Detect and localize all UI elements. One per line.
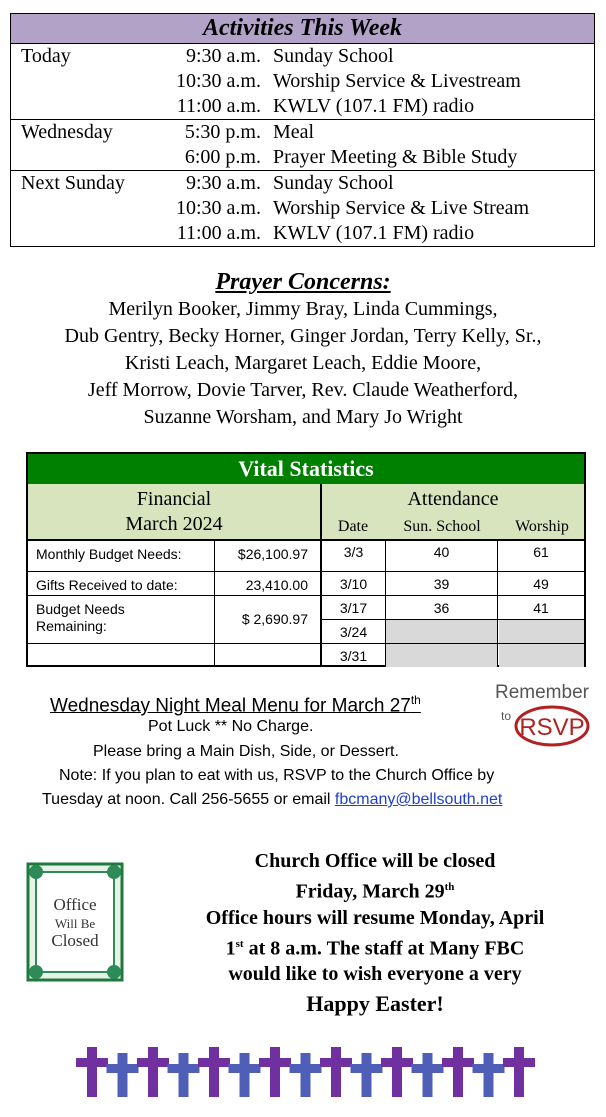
attendance-date: 3/24 (339, 624, 368, 640)
rsvp-word: RSVP (519, 714, 585, 741)
activity-time: 10:30 a.m. (176, 70, 261, 92)
office-line (160, 874, 590, 905)
activity-time: 5:30 p.m. (184, 121, 261, 143)
prayer-title: Prayer Concerns: (215, 269, 391, 295)
office-line-text: 1 (225, 937, 236, 960)
attendance-header (322, 484, 584, 539)
office-line: Office hours will resume Monday, April (205, 906, 545, 929)
cross-icon (503, 1047, 535, 1097)
activity-group (11, 44, 595, 120)
office-line: would like to wish everyone a very (228, 963, 522, 986)
cross-icon (320, 1047, 352, 1097)
prayer-concerns (0, 268, 606, 431)
attendance-title: Attendance (407, 488, 499, 510)
badge-flourish (107, 965, 121, 979)
email-link[interactable]: fbcmany@bellsouth.net (334, 791, 503, 808)
meal-title (50, 688, 421, 718)
attendance-worship: 49 (533, 576, 549, 592)
prayer-line: Dub Gentry, Becky Horner, Ginger Jordan, Terry Kelly, Sr., (64, 325, 542, 347)
meal-title-sup: th (410, 693, 421, 707)
empty-cell (499, 620, 584, 643)
cross-icon (473, 1053, 505, 1097)
prayer-line: Suzanne Worsham, and Mary Jo Wright (143, 406, 463, 428)
badge-text: Closed (51, 931, 99, 950)
activity-event: KWLV (107.1 FM) radio (273, 222, 475, 244)
activity-time: 9:30 a.m. (186, 172, 261, 194)
activity-day: Next Sunday (11, 171, 150, 247)
meal-line: Note: If you plan to eat with us, RSVP to the Church Office by (59, 767, 495, 784)
divider (28, 571, 584, 572)
prayer-line: Kristi Leach, Margaret Leach, Eddie Moore, (124, 352, 482, 374)
office-line (160, 931, 590, 962)
activity-time: 9:30 a.m. (186, 45, 261, 67)
cross-icon (381, 1047, 413, 1097)
badge-text: Office (53, 895, 97, 914)
cross-icon (442, 1047, 474, 1097)
attendance-date: 3/17 (339, 600, 368, 616)
activity-event: Sunday School (273, 45, 394, 67)
col-date-header: Date (337, 518, 369, 535)
attendance-date: 3/31 (339, 648, 368, 664)
activity-event: Prayer Meeting & Bible Study (273, 146, 518, 168)
office-notice (160, 848, 590, 1017)
attendance-school: 36 (433, 600, 450, 616)
financial-label: Budget Needs Remaining: (36, 601, 125, 634)
vital-statistics-table (26, 452, 586, 667)
financial-label: Gifts Received to date: (36, 577, 178, 593)
office-line: Church Office will be closed (254, 850, 496, 872)
cross-icon (76, 1047, 108, 1097)
meal-line (42, 789, 502, 811)
attendance-date: 3/3 (343, 544, 364, 560)
activity-time: 11:00 a.m. (176, 95, 261, 117)
cross-icon (351, 1053, 383, 1097)
meal-title-text: Wednesday Night Meal Menu for March 27 (50, 695, 411, 717)
activity-group (11, 171, 595, 247)
cross-icon (137, 1047, 169, 1097)
meal-line: Pot Luck ** No Charge. (148, 718, 314, 735)
attendance-date: 3/10 (339, 576, 368, 592)
col-school-header: Sun. School (403, 518, 481, 535)
badge-flourish (107, 865, 121, 879)
empty-cell (386, 620, 497, 643)
financial-label: Monthly Budget Needs: (36, 546, 182, 562)
activity-day: Wednesday (11, 120, 150, 171)
activity-event: Worship Service & Live Stream (273, 197, 530, 219)
cross-icon (107, 1053, 139, 1097)
rsvp-to: to (500, 709, 512, 723)
office-sup: th (444, 881, 455, 893)
activities-title: Activities This Week (11, 14, 595, 44)
empty-cell (386, 644, 497, 667)
activity-time: 11:00 a.m. (176, 222, 261, 244)
activity-event: Meal (273, 121, 315, 143)
financial-value: 23,410.00 (245, 577, 308, 593)
activity-event: Sunday School (273, 172, 394, 194)
divider (28, 539, 584, 541)
attendance-school: 40 (433, 544, 450, 560)
financial-period: March 2024 (125, 513, 223, 535)
activity-time: 6:00 p.m. (184, 146, 261, 168)
office-sup: st (235, 937, 244, 950)
badge-flourish (29, 965, 43, 979)
activity-group (11, 120, 595, 171)
activity-day: Today (11, 44, 150, 120)
divider (28, 643, 584, 644)
office-line-text: at 8 a.m. The staff at Many FBC (243, 937, 525, 960)
cross-icon (259, 1047, 291, 1097)
badge-text: Will Be (54, 916, 96, 931)
meal-line: Please bring a Main Dish, Side, or Dessert. (93, 743, 399, 760)
meal-line-text: Tuesday at noon. Call 256-5655 or email (42, 791, 335, 808)
prayer-line: Merilyn Booker, Jimmy Bray, Linda Cummings, (108, 298, 498, 320)
cross-icon (198, 1047, 230, 1097)
cross-icon (290, 1053, 322, 1097)
attendance-worship: 61 (533, 544, 549, 560)
financial-value: $ 2,690.97 (241, 611, 308, 627)
rsvp-badge (492, 680, 592, 752)
office-line-text: Friday, March 29 (295, 880, 445, 903)
attendance-school: 39 (433, 576, 450, 592)
activities-table (10, 13, 595, 247)
empty-cell (499, 644, 584, 667)
vital-title: Vital Statistics (28, 454, 584, 484)
activity-event: KWLV (107.1 FM) radio (273, 95, 475, 117)
prayer-line: Jeff Morrow, Dovie Tarver, Rev. Claude Weatherford, (87, 379, 519, 401)
activity-time: 10:30 a.m. (176, 197, 261, 219)
col-worship-header: Worship (515, 518, 569, 535)
cross-icon (412, 1053, 444, 1097)
activity-event: Worship Service & Livestream (273, 70, 521, 92)
financial-header (28, 484, 320, 539)
cross-icon (168, 1053, 200, 1097)
divider (322, 619, 584, 620)
office-closed-badge (26, 862, 124, 982)
attendance-worship: 41 (533, 600, 549, 616)
crosses-decoration (76, 1045, 536, 1103)
cross-icon (229, 1053, 261, 1097)
badge-flourish (29, 865, 43, 879)
financial-value: $26,100.97 (237, 546, 308, 562)
rsvp-remember: Remember (495, 682, 589, 703)
financial-title: Financial (136, 488, 212, 510)
office-line: Happy Easter! (306, 991, 444, 1017)
divider (28, 595, 584, 596)
